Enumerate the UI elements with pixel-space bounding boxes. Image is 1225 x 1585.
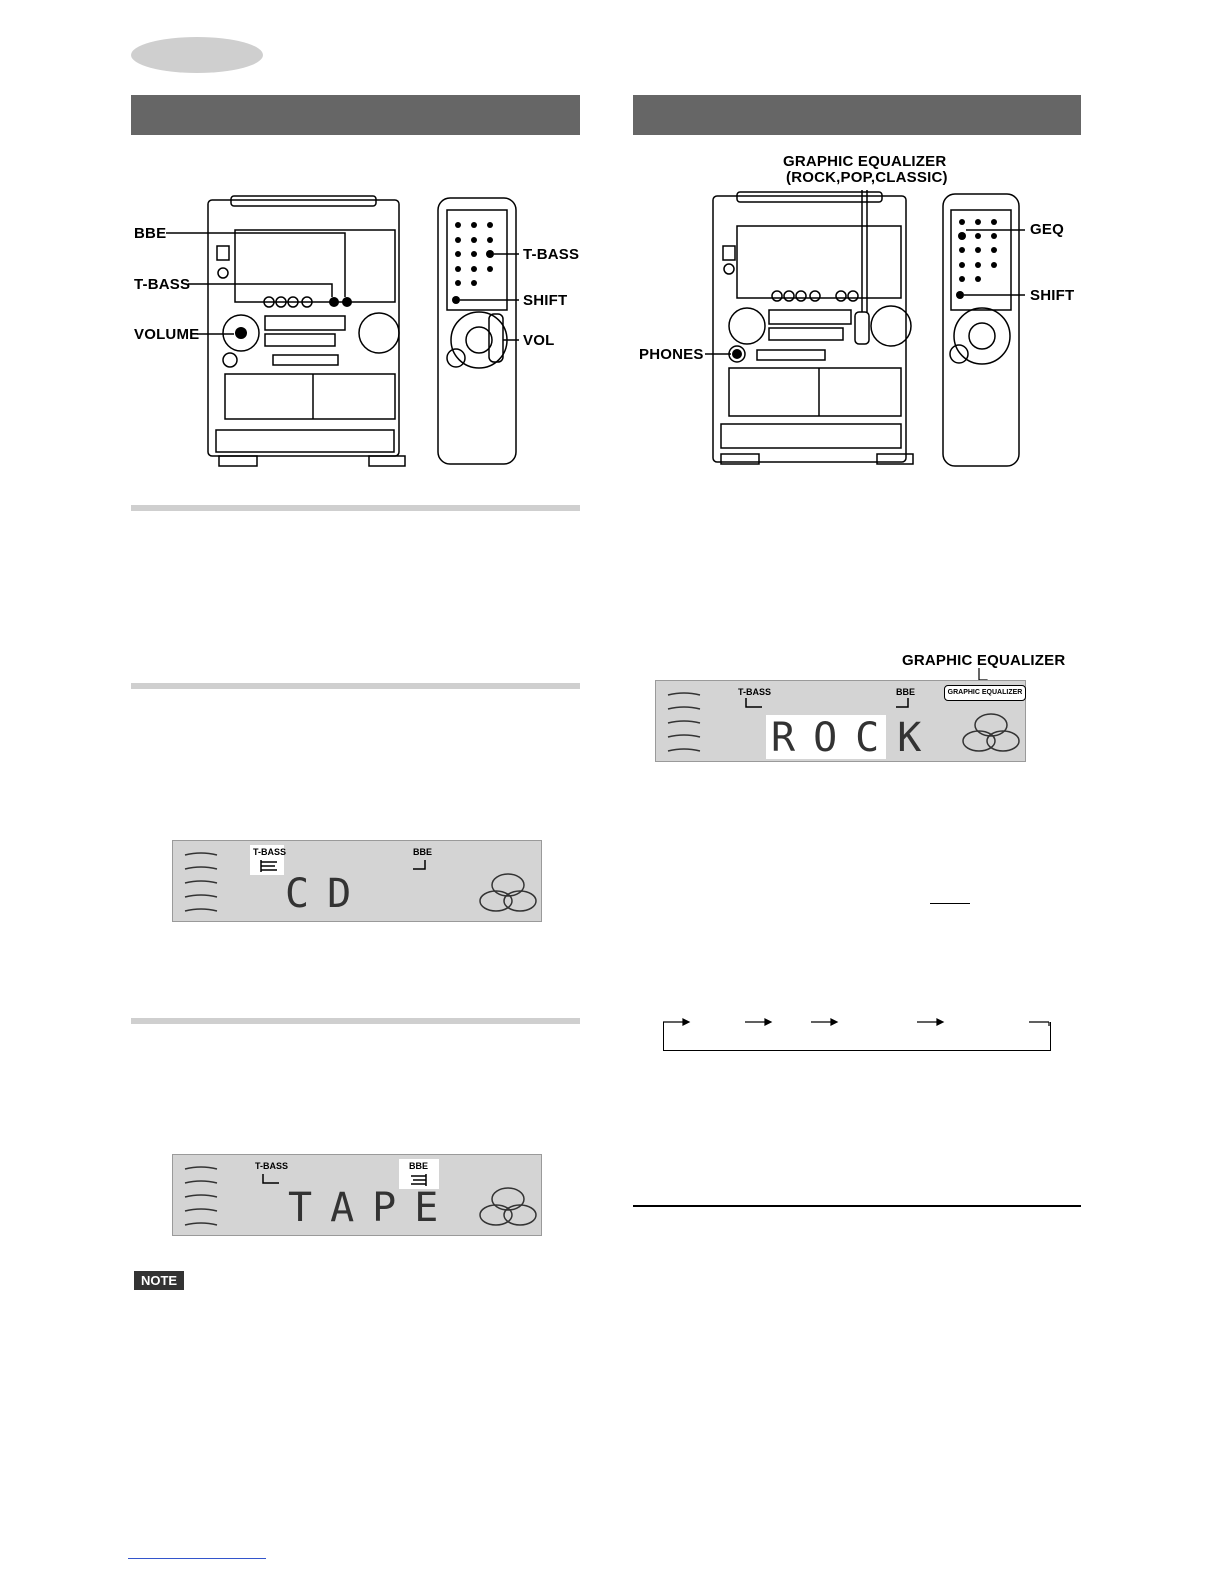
disc-icon [478, 1185, 538, 1229]
divider-2 [131, 683, 580, 689]
display-cd [172, 840, 542, 922]
stereo-illustration-right [633, 190, 1093, 475]
bottom-rule [633, 1205, 1081, 1207]
bbe-indicator: BBE [409, 1161, 429, 1171]
page-tab-pill [131, 37, 263, 73]
section-header-right [633, 95, 1081, 135]
label-bbe: BBE [134, 225, 167, 242]
t-bass-eq-icon [259, 859, 279, 873]
display-rock [655, 680, 1026, 762]
display-text: ROCK [771, 715, 940, 761]
underline-mark [930, 903, 970, 904]
label-shift-right: SHIFT [1030, 287, 1075, 304]
section-header-left [131, 95, 580, 135]
label-phones: PHONES [639, 346, 704, 363]
bbe-bracket-icon [411, 859, 427, 871]
t-bass-bracket-icon [261, 1173, 281, 1185]
stereo-illustration-left [131, 190, 591, 475]
label-graphic-equalizer: GRAPHIC EQUALIZER [783, 153, 947, 170]
t-bass-indicator: T-BASS [738, 687, 772, 697]
level-bars-icon [183, 1165, 219, 1229]
graphic-equalizer-badge: GRAPHIC EQUALIZER [944, 685, 1026, 701]
label-volume: VOLUME [134, 326, 200, 343]
note-badge: NOTE [134, 1271, 184, 1290]
t-bass-indicator: T-BASS [255, 1161, 289, 1171]
bbe-indicator: BBE [413, 847, 433, 857]
label-t-bass: T-BASS [134, 276, 191, 293]
divider-3 [131, 1018, 580, 1024]
bbe-bracket-icon [894, 697, 910, 709]
label-geq-modes: (ROCK,POP,CLASSIC) [786, 169, 948, 186]
t-bass-indicator: T-BASS [253, 847, 287, 857]
footer-underline [128, 1558, 266, 1559]
level-bars-icon [666, 691, 702, 755]
level-bars-icon [183, 851, 219, 915]
display-text: CD [285, 871, 370, 917]
label-shift-left: SHIFT [523, 292, 568, 309]
label-geq: GEQ [1030, 221, 1064, 238]
t-bass-bracket-icon [744, 697, 764, 709]
disc-icon [478, 871, 538, 915]
divider-1 [131, 505, 580, 511]
label-vol: VOL [523, 332, 555, 349]
display-text: TAPE [288, 1185, 457, 1231]
display-tape [172, 1154, 542, 1236]
bbe-indicator: BBE [896, 687, 916, 697]
mode-cycle-arrows [663, 1016, 1053, 1030]
disc-icon [961, 711, 1021, 755]
label-t-bass-remote: T-BASS [523, 246, 580, 263]
label-graphic-equalizer-callout: GRAPHIC EQUALIZER [902, 652, 1066, 669]
